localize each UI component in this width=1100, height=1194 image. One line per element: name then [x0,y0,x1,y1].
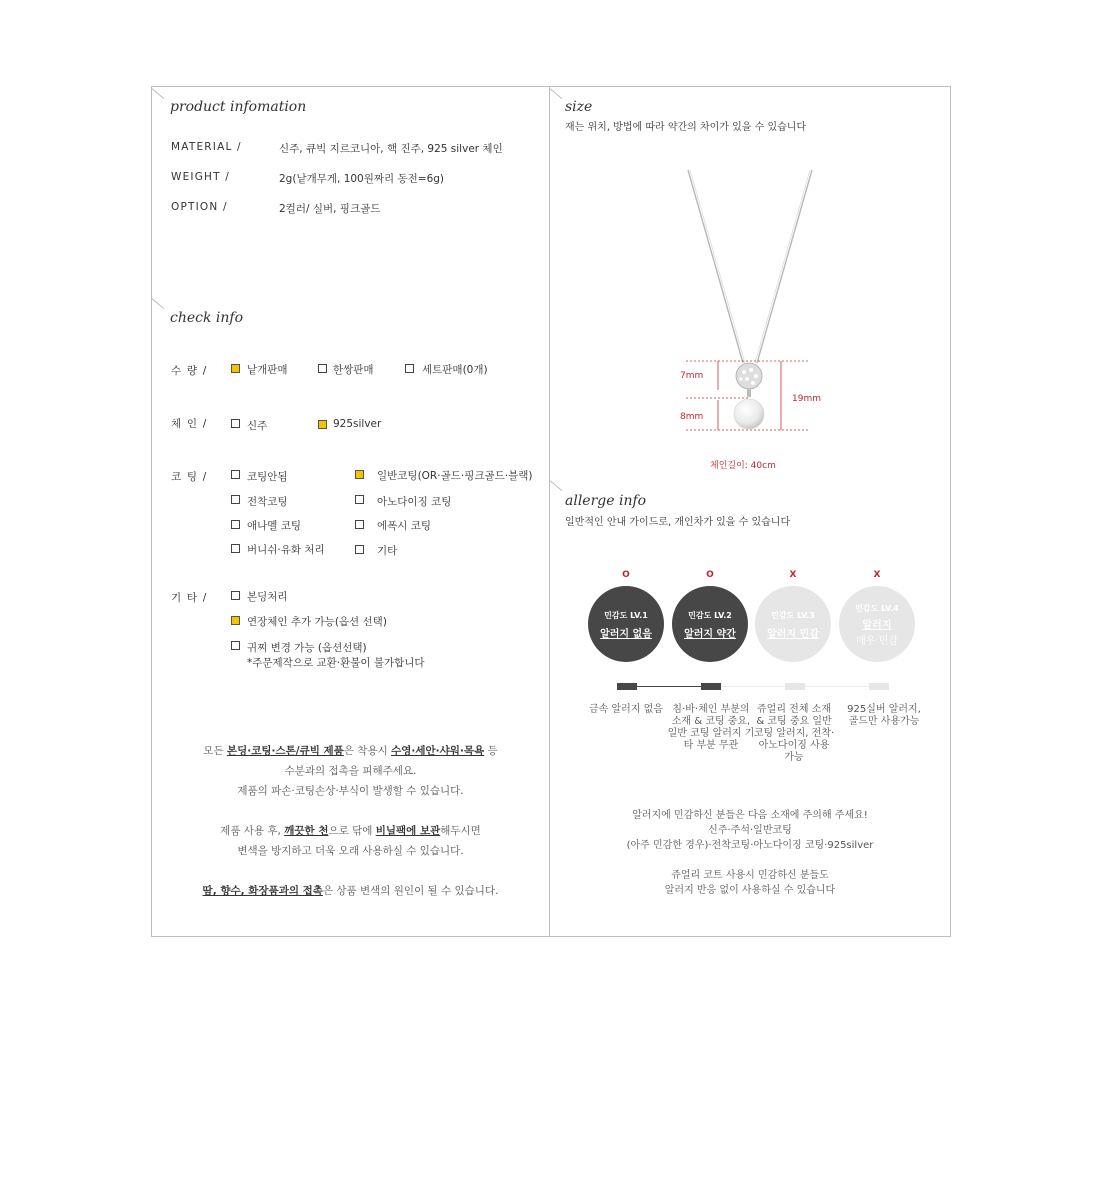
option-label: OPTION / [171,201,228,213]
notice-line: 제품의 파손·코팅손상·부식이 발생할 수 있습니다. [237,785,464,797]
checkbox-brass [231,419,240,428]
option-epoxy-coating: 에폭시 코팅 [377,520,432,532]
scale-line-dark [626,686,712,687]
notice-line: 수분과의 접촉을 피해주세요. [284,765,417,777]
allergy-notes [550,808,950,898]
coating-label: 코 팅 / [171,471,208,483]
allergy-subtitle: 일반적인 안내 가이드로, 개인차가 있을 수 있습니다 [565,517,791,528]
allergy-desc-lv2: 침·바·체인 부분의 소재 & 코팅 중요, 일반 코팅 알러지 기타 부분 무관 [667,704,755,751]
size-subtitle: 재는 위치, 방법에 따라 약간의 차이가 있을 수 있습니다 [565,122,807,133]
notice-line: 변색을 방지하고 더욱 오래 사용하실 수 있습니다. [237,845,464,857]
option-value: 2컬러/ 실버, 핑크골드 [279,203,381,215]
care-notice [152,741,549,901]
allergy-level-4: 민감도 LV.4 알러지 매우 민감 [839,586,915,662]
allergy-note: 쥬얼리 코트 사용시 민감하신 분들도 [671,870,829,881]
checkbox-electro-coating [231,495,240,504]
option-clip-change: 귀찌 변경 가능 (옵션선택) [247,642,367,654]
checkbox-extension-chain [231,616,240,625]
allergy-level-1: 민감도 LV.1 알러지 없음 [588,586,664,662]
allergy-level-2: 민감도 LV.2 알러지 약간 [672,586,748,662]
scale-marker-lv2 [701,683,721,690]
option-general-coating: 일반코팅(OR·골드·핑크골드·블랙) [377,470,533,482]
option-no-coating: 코팅안됨 [247,471,288,483]
option-single-sale: 낱개판매 [247,364,288,376]
allergy-mark-lv3: X [789,570,797,580]
checkbox-general-coating [355,470,364,479]
checkbox-pair-sale [318,364,327,373]
allergy-note: 신주·주석·일반코팅 [708,825,792,836]
check-info-title: check info [170,310,244,326]
notice-line: 모든 본딩·코팅·스톤/큐빅 제품은 착용시 수영·세안·샤워·목욕 등 [203,745,498,757]
allergy-mark-lv2: O [706,570,714,580]
etc-label: 기 타 / [171,592,208,604]
allergy-note: 알러지 반응 없이 사용하실 수 있습니다 [664,885,836,896]
material-label: MATERIAL / [171,141,242,153]
option-bonding: 본딩처리 [247,591,288,603]
custom-order-note: *주문제작으로 교환·환불이 불가합니다 [247,657,425,669]
dimension-total-label: 19mm [792,394,821,404]
allergy-level-3: 민감도 LV.3 알러지 민감 [755,586,831,662]
checkbox-burnish [231,544,240,553]
checkbox-enamel-coating [231,520,240,529]
checkbox-anodizing-coating [355,495,364,504]
product-info-title: product infomation [170,99,307,115]
size-title: size [565,99,593,115]
option-pair-sale: 한쌍판매 [333,364,374,376]
checkbox-925silver [318,420,327,429]
checkbox-clip-change [231,641,240,650]
checkbox-set-sale [405,364,414,373]
dimension-top-label: 7mm [680,371,704,381]
chain-label: 체 인 / [171,418,208,430]
quantity-label: 수 량 / [171,365,208,377]
option-burnish: 버니쉬·유화 처리 [247,544,325,556]
allergy-title: allerge info [565,493,647,509]
notice-line: 제품 사용 후, 깨끗한 천으로 닦에 비닐팩에 보관해두시면 [220,825,481,837]
option-extension-chain: 연장체인 추가 가능(옵션 선택) [247,616,387,628]
allergy-mark-lv4: X [873,570,881,580]
weight-value: 2g(낱개무게, 100원짜리 동전=6g) [279,173,445,185]
option-electro-coating: 전착코팅 [247,496,288,508]
checkbox-no-coating [231,470,240,479]
checkbox-bonding [231,591,240,600]
notice-line: 땀, 향수, 화장품과의 접촉은 상품 변색의 원인이 될 수 있습니다. [202,885,499,897]
allergy-desc-lv4: 925실버 알러지, 골드만 사용가능 [847,704,921,727]
option-set-sale: 세트판매(0개) [422,364,488,376]
checkbox-epoxy-coating [355,520,364,529]
checkbox-other [355,545,364,554]
checkbox-single-sale [231,364,240,373]
scale-marker-lv3 [785,683,805,690]
allergy-note: 알러지에 민감하신 분들은 다음 소재에 주의해 주세요! [632,810,868,821]
option-brass: 신주 [247,420,268,432]
option-enamel-coating: 애나멜 코팅 [247,520,302,532]
chain-length-label: 체인길이: 40cm [710,461,776,471]
option-anodizing-coating: 아노다이징 코팅 [377,496,452,508]
allergy-note: (아주 민감한 경우)·전착코팅·아노다이징 코팅·925silver [626,840,874,851]
allergy-desc-lv1: 금속 알러지 없음 [589,704,663,715]
option-925silver: 925silver [333,418,382,430]
dimension-bottom-label: 8mm [680,412,704,422]
scale-marker-lv4 [869,683,889,690]
allergy-mark-lv1: O [622,570,630,580]
allergy-desc-lv3: 쥬얼리 전체 소재 & 코팅 중요 일반 코팅 알러지, 전착·아노다이징 사용 가능 [753,704,835,763]
option-other: 기타 [377,545,398,557]
scale-marker-lv1 [617,683,637,690]
weight-label: WEIGHT / [171,171,231,183]
material-value: 신주, 큐빅 지르코니아, 핵 진주, 925 silver 체인 [279,143,503,155]
